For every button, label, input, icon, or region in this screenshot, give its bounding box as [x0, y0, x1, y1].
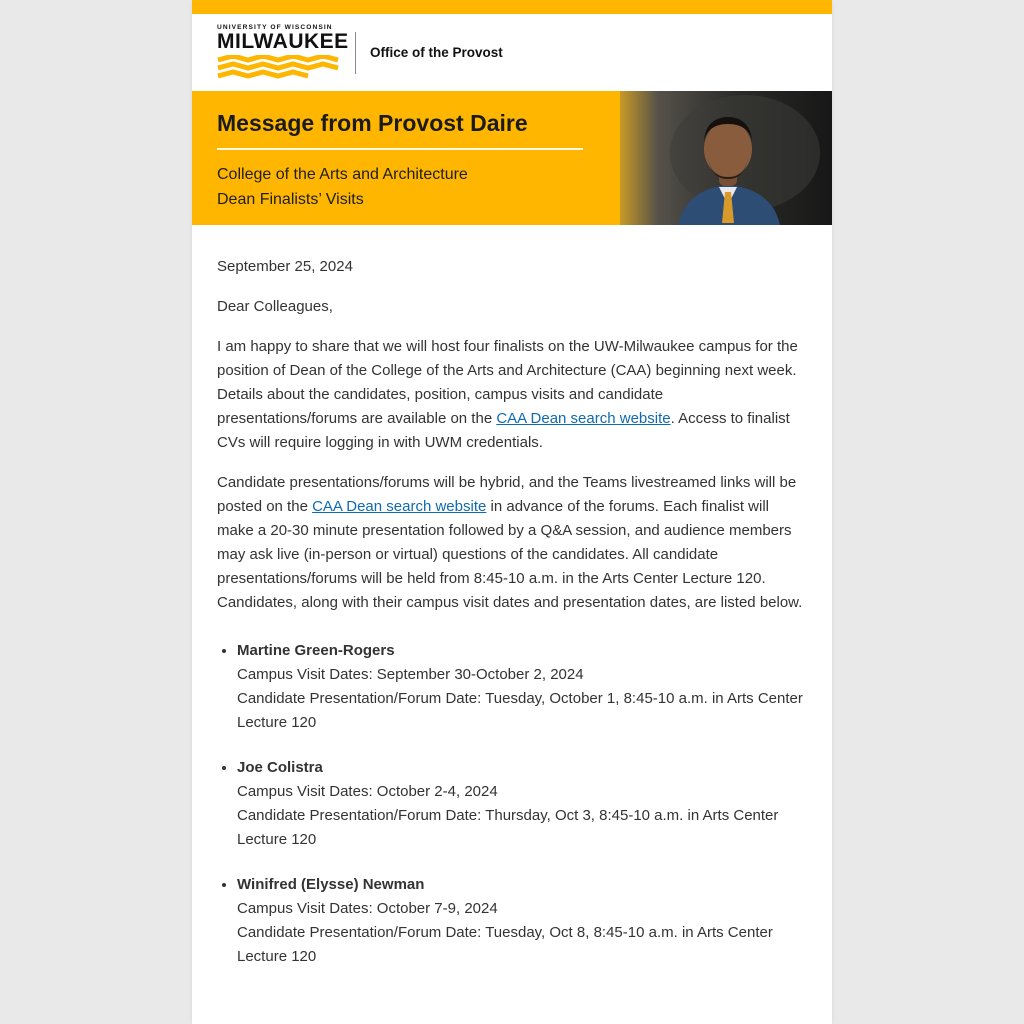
candidate-item-2: [237, 756, 806, 852]
top-accent-bar: [192, 0, 832, 14]
email-header: [192, 14, 832, 91]
paragraph-1-text-after: . Access to finalist CVs will require logging in with UWM credentials.: [217, 410, 790, 451]
candidate-visit-dates: Campus Visit Dates: October 7-9, 2024: [237, 900, 498, 917]
caa-dean-search-link-1[interactable]: CAA Dean search website: [496, 410, 671, 427]
provost-portrait-photo: [620, 91, 832, 225]
paragraph-2: [217, 471, 806, 615]
paragraph-2-text: Candidate presentations/forums will be hybrid, and the Teams livestreamed links will be posted on the: [217, 474, 797, 515]
salutation: Dear Colleagues,: [217, 298, 333, 315]
email-body: [192, 225, 832, 1024]
header-divider: [355, 32, 356, 74]
paragraph-1-text: I am happy to share that we will host four finalists on the UW-Milwaukee campus for the position of Dean of the College of the Arts and Architecture (CAA) beginning next week. Details about the candidates, position, campus visits and candidate presentations/forums are available on the: [217, 338, 798, 427]
candidate-visit-dates: Campus Visit Dates: September 30-October 2, 2024: [237, 666, 584, 683]
candidate-forum-date: Candidate Presentation/Forum Date: Tuesday, October 1, 8:45-10 a.m. in Arts Center Lecture 120: [237, 690, 803, 731]
paragraph-1: [217, 335, 806, 455]
logo-milwaukee-text: MILWAUKEE: [217, 30, 349, 53]
banner-subtitle-line1: College of the Arts and Architecture: [217, 166, 468, 183]
uwm-gold-waves-icon: [217, 55, 339, 81]
candidate-visit-dates: Campus Visit Dates: October 2-4, 2024: [237, 783, 498, 800]
banner-subtitle: [217, 162, 620, 212]
banner-title: Message from Provost Daire: [217, 110, 583, 150]
logo-university-text: UNIVERSITY OF WISCONSIN: [217, 24, 333, 31]
banner-text: [192, 91, 620, 225]
candidate-item-1: [237, 639, 806, 735]
caa-dean-search-link-2[interactable]: CAA Dean search website: [312, 498, 487, 515]
candidate-forum-date: Candidate Presentation/Forum Date: Tuesday, Oct 8, 8:45-10 a.m. in Arts Center Lecture 120: [237, 924, 773, 965]
candidate-name: Martine Green-Rogers: [237, 642, 395, 659]
candidate-forum-date: Candidate Presentation/Forum Date: Thursday, Oct 3, 8:45-10 a.m. in Arts Center Lecture 120: [237, 807, 779, 848]
candidate-list: [217, 639, 806, 969]
candidate-item-3: [237, 873, 806, 969]
email-container: [192, 0, 832, 1024]
candidate-name: Winifred (Elysse) Newman: [237, 876, 425, 893]
office-of-provost-label: Office of the Provost: [370, 45, 503, 60]
candidate-name: Joe Colistra: [237, 759, 323, 776]
banner-subtitle-line2: Dean Finalists’ Visits: [217, 191, 364, 208]
date: September 25, 2024: [217, 258, 353, 275]
paragraph-2-text-after: in advance of the forums. Each finalist will make a 20-30 minute presentation followed by a Q&A session, and audience members may ask live (in-person or virtual) questions of the candidates. All candidate presentations/forums will be held from 8:45-10 a.m. in the Arts Center Lecture 120. Candidates, along with their campus visit dates and presentation dates, are listed below.: [217, 498, 803, 611]
uwm-logo: [217, 24, 349, 81]
banner: [192, 91, 832, 225]
